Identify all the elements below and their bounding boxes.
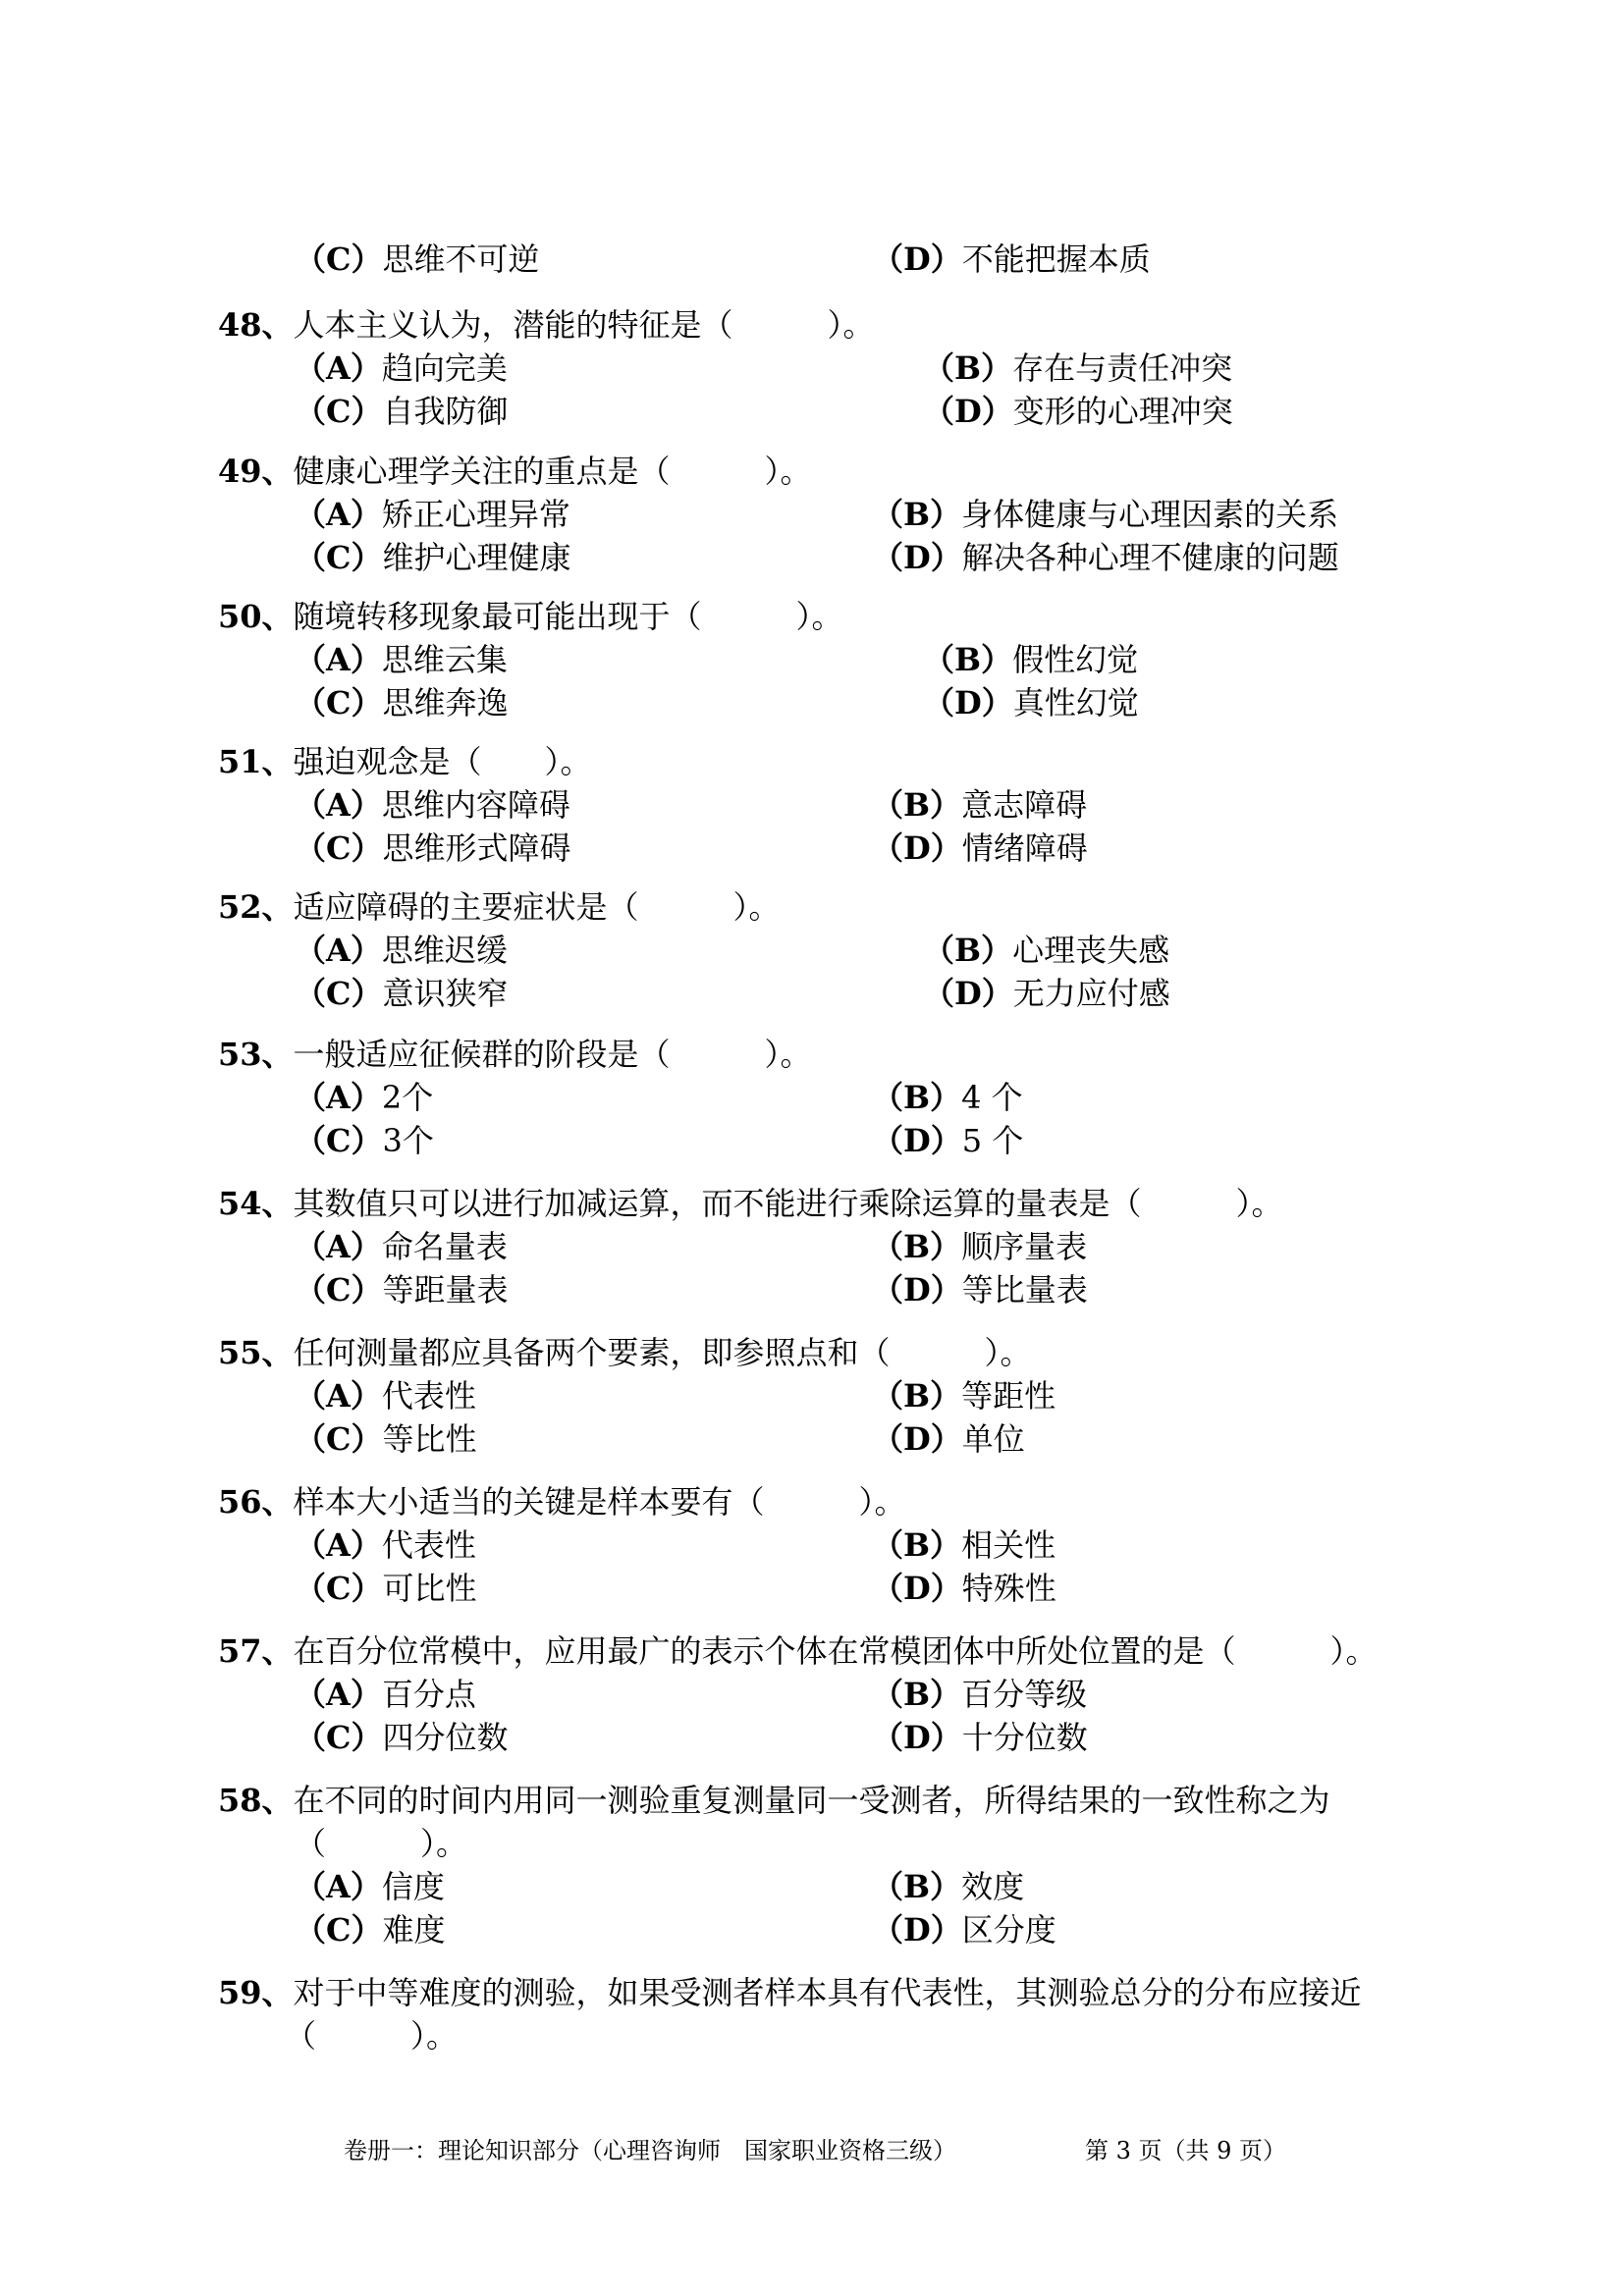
option-c <box>295 974 509 1013</box>
question-56-stem <box>218 1482 906 1522</box>
question-number: 58、 <box>218 1782 294 1819</box>
option-text: 思维不可逆 <box>382 240 540 278</box>
question-text: 样本大小适当的关键是样本要有（ ）。 <box>293 1483 906 1521</box>
option-label: （A） <box>295 641 382 678</box>
option-b <box>872 1376 1056 1415</box>
option-text: 不能把握本质 <box>961 240 1151 278</box>
question-59-stem <box>218 1973 1362 2012</box>
option-text: 可比性 <box>382 1570 477 1607</box>
option-a <box>295 1867 445 1906</box>
option-text: 3个 <box>382 1122 434 1159</box>
option-text: 难度 <box>382 1911 446 1949</box>
question-50-stem <box>218 597 843 636</box>
question-text: 适应障碍的主要症状是（ ）。 <box>293 888 781 926</box>
option-b <box>872 495 1338 534</box>
question-text: 对于中等难度的测验，如果受测者样本具有代表性，其测验总分的分布应接近 <box>293 1974 1362 2011</box>
option-label: （C） <box>295 829 383 867</box>
option-label: （D） <box>872 829 962 867</box>
option-c <box>295 1270 509 1309</box>
option-c <box>295 1419 477 1459</box>
question-number: 54、 <box>218 1185 294 1222</box>
option-d <box>872 1718 1088 1757</box>
question-text: 一般适应征候群的阶段是（ ）。 <box>293 1036 812 1073</box>
question-text: 健康心理学关注的重点是（ ）。 <box>293 453 812 490</box>
option-text: 意志障碍 <box>961 786 1088 824</box>
option-c <box>295 1910 446 1949</box>
question-number: 56、 <box>218 1483 294 1521</box>
question-number: 55、 <box>218 1334 294 1371</box>
option-c <box>295 1718 509 1757</box>
option-c <box>295 683 509 722</box>
option-label: （D） <box>923 684 1013 721</box>
option-label: （C） <box>295 1911 383 1949</box>
option-label: （D） <box>872 1122 962 1159</box>
option-label: （C） <box>295 975 383 1012</box>
question-51-stem <box>218 742 592 781</box>
question-59-stem-cont: （ ）。 <box>285 2017 459 2055</box>
option-text: 思维形式障碍 <box>382 829 571 867</box>
option-text: 特殊性 <box>961 1570 1056 1607</box>
option-label: （A） <box>295 1676 382 1713</box>
option-label: （A） <box>295 1526 382 1564</box>
option-a <box>295 640 508 679</box>
option-label: （D） <box>872 539 962 576</box>
option-c-q47 <box>295 240 540 279</box>
option-text: 变形的心理冲突 <box>1012 393 1233 430</box>
option-label: （A） <box>295 349 382 387</box>
option-b <box>872 1525 1056 1565</box>
option-label: （D） <box>923 393 1013 430</box>
option-text: 心理丧失感 <box>1012 932 1170 969</box>
question-54-stem <box>218 1184 1283 1223</box>
option-d <box>872 1121 1023 1160</box>
option-label: （D） <box>872 1271 962 1308</box>
option-label: （D） <box>872 1420 962 1458</box>
option-d <box>923 683 1139 722</box>
option-text: 无力应付感 <box>1012 975 1170 1012</box>
option-label: （B） <box>872 1377 962 1415</box>
option-b <box>923 931 1169 970</box>
option-label: （A） <box>295 932 382 969</box>
option-a <box>295 785 570 825</box>
question-53-stem <box>218 1035 812 1074</box>
question-number: 52、 <box>218 888 294 926</box>
option-text: 存在与责任冲突 <box>1012 349 1233 387</box>
question-58-stem <box>218 1781 1330 1820</box>
option-label: （A） <box>295 1377 382 1415</box>
option-a <box>295 1227 508 1266</box>
question-number: 48、 <box>218 306 294 344</box>
option-label: （A） <box>295 496 382 533</box>
option-text: 顺序量表 <box>961 1228 1088 1265</box>
option-text: 十分位数 <box>961 1719 1088 1756</box>
option-text: 思维内容障碍 <box>381 786 570 824</box>
option-c <box>295 828 571 868</box>
question-number: 51、 <box>218 743 294 780</box>
option-text: 2个 <box>381 1079 434 1116</box>
option-c <box>295 538 571 577</box>
option-text: 维护心理健康 <box>382 539 571 576</box>
question-text: 人本主义认为，潜能的特征是（ ）。 <box>293 306 875 344</box>
option-label: （A） <box>295 1228 382 1265</box>
option-label: （A） <box>295 1868 382 1905</box>
option-text: 思维云集 <box>381 641 508 678</box>
option-label: （D） <box>872 1570 962 1607</box>
option-d <box>872 1270 1088 1309</box>
option-label: （C） <box>295 684 383 721</box>
option-a <box>295 1376 476 1415</box>
option-label: （C） <box>295 1719 383 1756</box>
option-label: （B） <box>872 496 962 533</box>
option-text: 思维奔逸 <box>382 684 509 721</box>
option-d <box>923 392 1233 431</box>
question-49-stem <box>218 452 812 491</box>
option-d <box>872 1419 1025 1459</box>
question-text: 随境转移现象最可能出现于（ ）。 <box>293 598 843 635</box>
question-text: 在百分位常模中，应用最广的表示个体在常模团体中所处位置的是（ ）。 <box>293 1632 1378 1670</box>
option-text: 命名量表 <box>381 1228 508 1265</box>
question-55-stem <box>218 1333 1032 1372</box>
question-text: 强迫观念是（ ）。 <box>293 743 592 780</box>
option-a <box>295 1078 433 1117</box>
question-57-stem <box>218 1631 1378 1671</box>
option-text: 区分度 <box>961 1911 1056 1949</box>
option-label: （C） <box>295 240 383 278</box>
question-text: 其数值只可以进行加减运算，而不能进行乘除运算的量表是（ ）。 <box>293 1185 1283 1222</box>
option-text: 假性幻觉 <box>1012 641 1139 678</box>
option-text: 矫正心理异常 <box>381 496 570 533</box>
option-label: （C） <box>295 539 383 576</box>
option-text: 等比量表 <box>961 1271 1088 1308</box>
option-label: （D） <box>872 1719 962 1756</box>
question-number: 50、 <box>218 598 294 635</box>
question-text: 任何测量都应具备两个要素，即参照点和（ ）。 <box>293 1334 1032 1371</box>
option-d <box>923 974 1170 1013</box>
footer-exam-title: 卷册一：理论知识部分（心理咨询师 国家职业资格三级） <box>344 2137 956 2164</box>
option-text: 5 个 <box>961 1122 1024 1159</box>
option-text: 等距性 <box>961 1377 1056 1415</box>
option-label: （C） <box>295 1122 383 1159</box>
option-label: （B） <box>923 349 1013 387</box>
footer-page-number: 第 3 页（共 9 页） <box>1085 2137 1287 2164</box>
option-a <box>295 348 508 388</box>
option-text: 真性幻觉 <box>1012 684 1139 721</box>
option-text: 等比性 <box>382 1420 477 1458</box>
option-text: 单位 <box>961 1420 1025 1458</box>
question-48-stem <box>218 305 875 345</box>
option-label: （C） <box>295 393 383 430</box>
option-label: （A） <box>295 1079 382 1116</box>
question-number: 59、 <box>218 1974 294 2011</box>
option-label: （D） <box>872 240 962 278</box>
option-text: 解决各种心理不健康的问题 <box>961 539 1339 576</box>
option-text: 等距量表 <box>382 1271 509 1308</box>
option-label: （B） <box>872 1868 962 1905</box>
option-text: 百分点 <box>381 1676 476 1713</box>
option-text: 四分位数 <box>382 1719 509 1756</box>
question-number: 53、 <box>218 1036 294 1073</box>
option-text: 效度 <box>961 1868 1025 1905</box>
option-b <box>872 1675 1087 1714</box>
option-a <box>295 495 570 534</box>
question-number: 57、 <box>218 1632 294 1670</box>
option-b <box>872 1078 1023 1117</box>
option-label: （C） <box>295 1420 383 1458</box>
option-label: （B） <box>872 1079 962 1116</box>
option-text: 意识狭窄 <box>382 975 509 1012</box>
option-c <box>295 1569 477 1608</box>
option-b <box>923 348 1232 388</box>
option-text: 信度 <box>381 1868 445 1905</box>
option-text: 趋向完美 <box>381 349 508 387</box>
option-text: 身体健康与心理因素的关系 <box>961 496 1339 533</box>
option-d <box>872 1910 1056 1949</box>
option-text: 百分等级 <box>961 1676 1088 1713</box>
option-d <box>872 538 1339 577</box>
option-c <box>295 392 509 431</box>
question-number: 49、 <box>218 453 294 490</box>
option-label: （C） <box>295 1271 383 1308</box>
option-b <box>872 1227 1087 1266</box>
option-d <box>872 1569 1056 1608</box>
option-label: （D） <box>923 975 1013 1012</box>
option-d-q47 <box>872 240 1151 279</box>
option-text: 代表性 <box>381 1526 476 1564</box>
option-label: （C） <box>295 1570 383 1607</box>
option-text: 自我防御 <box>382 393 509 430</box>
option-label: （B） <box>872 1228 962 1265</box>
question-58-stem-cont: （ ）。 <box>295 1825 468 1862</box>
option-text: 代表性 <box>381 1377 476 1415</box>
option-label: （B） <box>923 932 1013 969</box>
option-b <box>872 785 1087 825</box>
option-label: （D） <box>872 1911 962 1949</box>
option-label: （B） <box>872 1676 962 1713</box>
option-c <box>295 1121 434 1160</box>
option-text: 相关性 <box>961 1526 1056 1564</box>
option-a <box>295 1675 476 1714</box>
option-a <box>295 931 508 970</box>
option-text: 4 个 <box>961 1079 1023 1116</box>
option-b <box>872 1867 1024 1906</box>
option-d <box>872 828 1088 868</box>
option-a <box>295 1525 476 1565</box>
option-label: （B） <box>923 641 1013 678</box>
question-52-stem <box>218 887 781 927</box>
question-text: 在不同的时间内用同一测验重复测量同一受测者，所得结果的一致性称之为 <box>293 1782 1330 1819</box>
option-text: 思维迟缓 <box>381 932 508 969</box>
option-label: （B） <box>872 1526 962 1564</box>
option-label: （A） <box>295 786 382 824</box>
option-text: 情绪障碍 <box>961 829 1088 867</box>
option-b <box>923 640 1138 679</box>
option-label: （B） <box>872 786 962 824</box>
